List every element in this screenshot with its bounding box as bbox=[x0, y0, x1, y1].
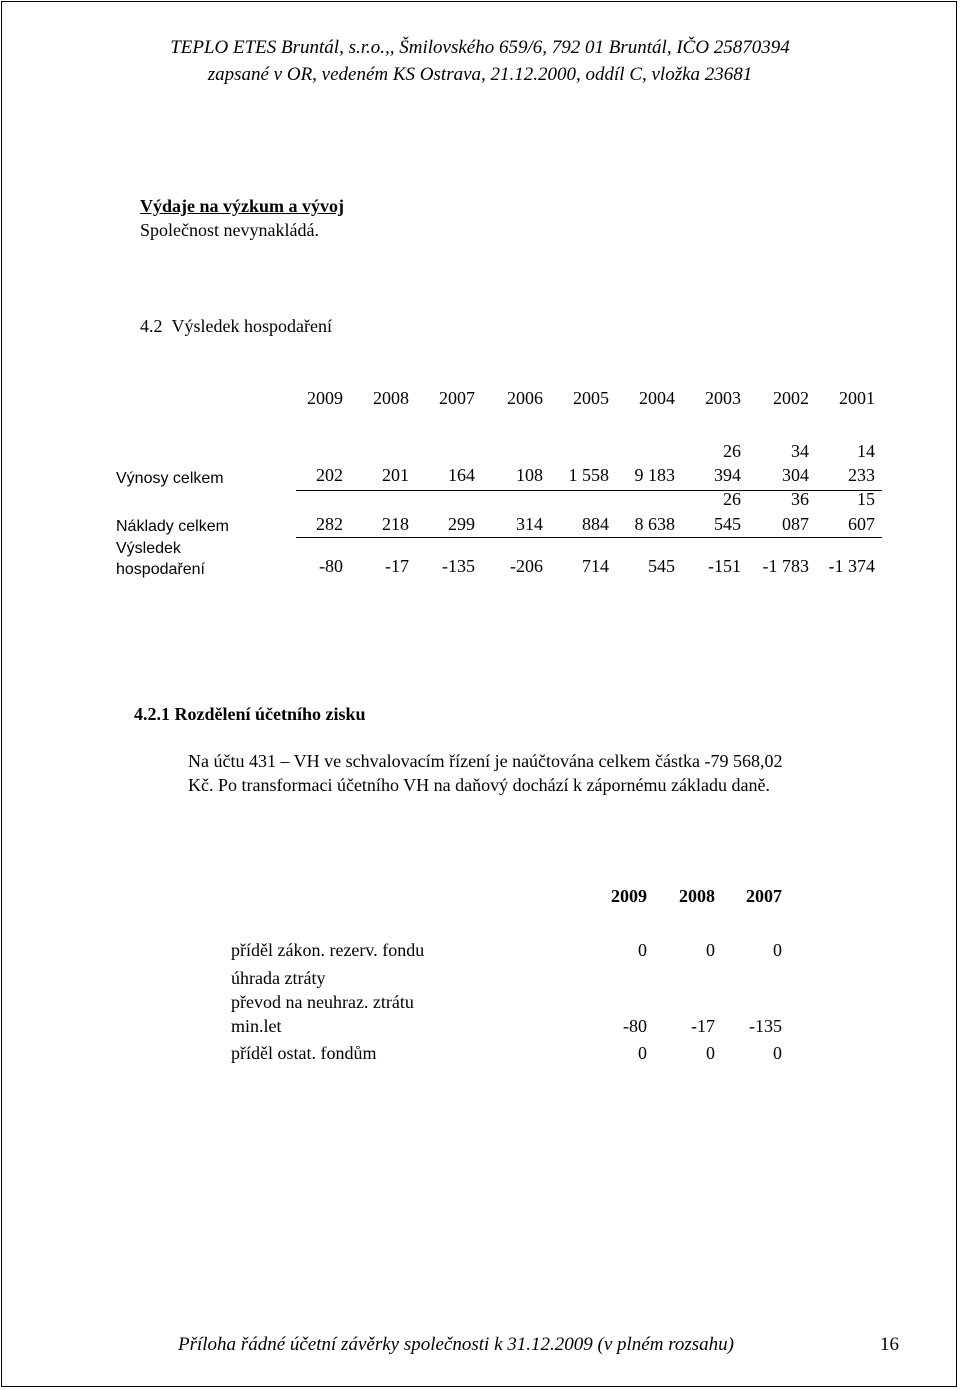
header-line-2: zapsané v OR, vedeném KS Ostrava, 21.12.2000, oddíl C, vložka 23681 bbox=[207, 64, 753, 85]
section-number: 4.2 bbox=[140, 316, 163, 336]
footer-text: Příloha řádné účetní závěrky společnosti k 31.12.2009 (v plném rozsahu) bbox=[178, 1334, 735, 1355]
cell-r2-c1: 282 bbox=[316, 514, 343, 534]
year-header-2007: 2007 bbox=[439, 388, 475, 408]
year-header-2005: 2005 bbox=[573, 388, 609, 408]
profit-cell-r3-c2: -17 bbox=[691, 1016, 715, 1036]
cell-r3-c7: -151 bbox=[708, 556, 741, 576]
cell-upper-r1-c7: 26 bbox=[723, 441, 741, 461]
year-header-2006: 2006 bbox=[507, 388, 543, 408]
profit-cell-r3-c1: -80 bbox=[623, 1016, 647, 1036]
cell-r3-c6: 545 bbox=[648, 556, 675, 576]
profit-row-label-4-line-1: příděl ostat. fondům bbox=[231, 1043, 377, 1063]
cell-upper-r2-c7: 26 bbox=[723, 489, 741, 509]
row-label-3-line-1: Výsledek bbox=[116, 540, 181, 557]
cell-r2-c7: 545 bbox=[714, 514, 741, 534]
year-header-2002: 2002 bbox=[773, 388, 809, 408]
page-number: 16 bbox=[880, 1334, 899, 1355]
profit-cell-r1-c3: 0 bbox=[773, 940, 782, 960]
profit-year-header-2009: 2009 bbox=[611, 886, 647, 906]
subsection-title: Rozdělení účetního zisku bbox=[174, 704, 366, 724]
year-header-2008: 2008 bbox=[373, 388, 409, 408]
profit-year-header-2008: 2008 bbox=[679, 886, 715, 906]
row-label-2-line-1: Náklady celkem bbox=[116, 518, 229, 535]
cell-r1-c6: 9 183 bbox=[634, 465, 675, 485]
row-separator-line bbox=[296, 537, 882, 538]
section-heading-profit bbox=[134, 704, 366, 725]
rnd-text: Společnost nevynakládá. bbox=[140, 220, 319, 240]
cell-r1-c8: 304 bbox=[782, 465, 809, 485]
year-header-2001: 2001 bbox=[839, 388, 875, 408]
profit-row-label-3-line-1: převod na neuhraz. ztrátu bbox=[231, 992, 414, 1012]
header-line-1: TEPLO ETES Bruntál, s.r.o.,, Šmilovského 659/6, 792 01 Bruntál, IČO 25870394 bbox=[170, 37, 790, 58]
cell-r2-c9: 607 bbox=[848, 514, 875, 534]
cell-upper-r1-c8: 34 bbox=[791, 441, 809, 461]
cell-r1-c9: 233 bbox=[848, 465, 875, 485]
year-header-2004: 2004 bbox=[639, 388, 675, 408]
cell-r3-c4: -206 bbox=[510, 556, 543, 576]
cell-r2-c3: 299 bbox=[448, 514, 475, 534]
cell-r3-c2: -17 bbox=[385, 556, 409, 576]
cell-r1-c7: 394 bbox=[714, 465, 741, 485]
year-header-2003: 2003 bbox=[705, 388, 741, 408]
profit-cell-r3-c3: -135 bbox=[749, 1016, 782, 1036]
row-separator-line bbox=[296, 490, 882, 491]
cell-upper-r2-c9: 15 bbox=[857, 489, 875, 509]
profit-cell-r1-c2: 0 bbox=[706, 940, 715, 960]
cell-upper-r2-c8: 36 bbox=[791, 489, 809, 509]
row-label-1-line-1: Výnosy celkem bbox=[116, 470, 224, 487]
cell-r2-c4: 314 bbox=[516, 514, 543, 534]
profit-cell-r4-c3: 0 bbox=[773, 1043, 782, 1063]
cell-r1-c1: 202 bbox=[316, 465, 343, 485]
section-title: Výsledek hospodaření bbox=[171, 316, 332, 336]
profit-paragraph-line-2: Kč. Po transformaci účetního VH na daňový dochází k zápornému základu daně. bbox=[188, 775, 770, 795]
profit-row-label-2-line-1: úhrada ztráty bbox=[231, 968, 326, 988]
subsection-number: 4.2.1 bbox=[134, 704, 170, 724]
cell-r2-c6: 8 638 bbox=[634, 514, 675, 534]
section-heading-results bbox=[140, 316, 332, 337]
cell-r3-c5: 714 bbox=[582, 556, 609, 576]
row-label-3-line-2: hospodaření bbox=[116, 561, 205, 578]
year-header-2009: 2009 bbox=[307, 388, 343, 408]
cell-upper-r1-c9: 14 bbox=[857, 441, 875, 461]
profit-row-label-3-line-2: min.let bbox=[231, 1016, 282, 1036]
profit-cell-r4-c1: 0 bbox=[638, 1043, 647, 1063]
profit-cell-r1-c1: 0 bbox=[638, 940, 647, 960]
cell-r1-c3: 164 bbox=[448, 465, 475, 485]
profit-row-label-1-line-1: příděl zákon. rezerv. fondu bbox=[231, 940, 425, 960]
rnd-heading: Výdaje na výzkum a vývoj bbox=[140, 196, 345, 216]
cell-r3-c3: -135 bbox=[442, 556, 475, 576]
profit-cell-r4-c2: 0 bbox=[706, 1043, 715, 1063]
cell-r2-c5: 884 bbox=[582, 514, 609, 534]
cell-r3-c8: -1 783 bbox=[762, 556, 809, 576]
cell-r1-c4: 108 bbox=[516, 465, 543, 485]
cell-r3-c1: -80 bbox=[319, 556, 343, 576]
company-header bbox=[0, 34, 960, 88]
cell-r2-c2: 218 bbox=[382, 514, 409, 534]
cell-r3-c9: -1 374 bbox=[828, 556, 875, 576]
cell-r2-c8: 087 bbox=[782, 514, 809, 534]
cell-r1-c5: 1 558 bbox=[568, 465, 609, 485]
cell-r1-c2: 201 bbox=[382, 465, 409, 485]
profit-year-header-2007: 2007 bbox=[746, 886, 782, 906]
profit-paragraph-line-1: Na účtu 431 – VH ve schvalovacím řízení je naúčtována celkem částka -79 568,02 bbox=[188, 751, 783, 771]
